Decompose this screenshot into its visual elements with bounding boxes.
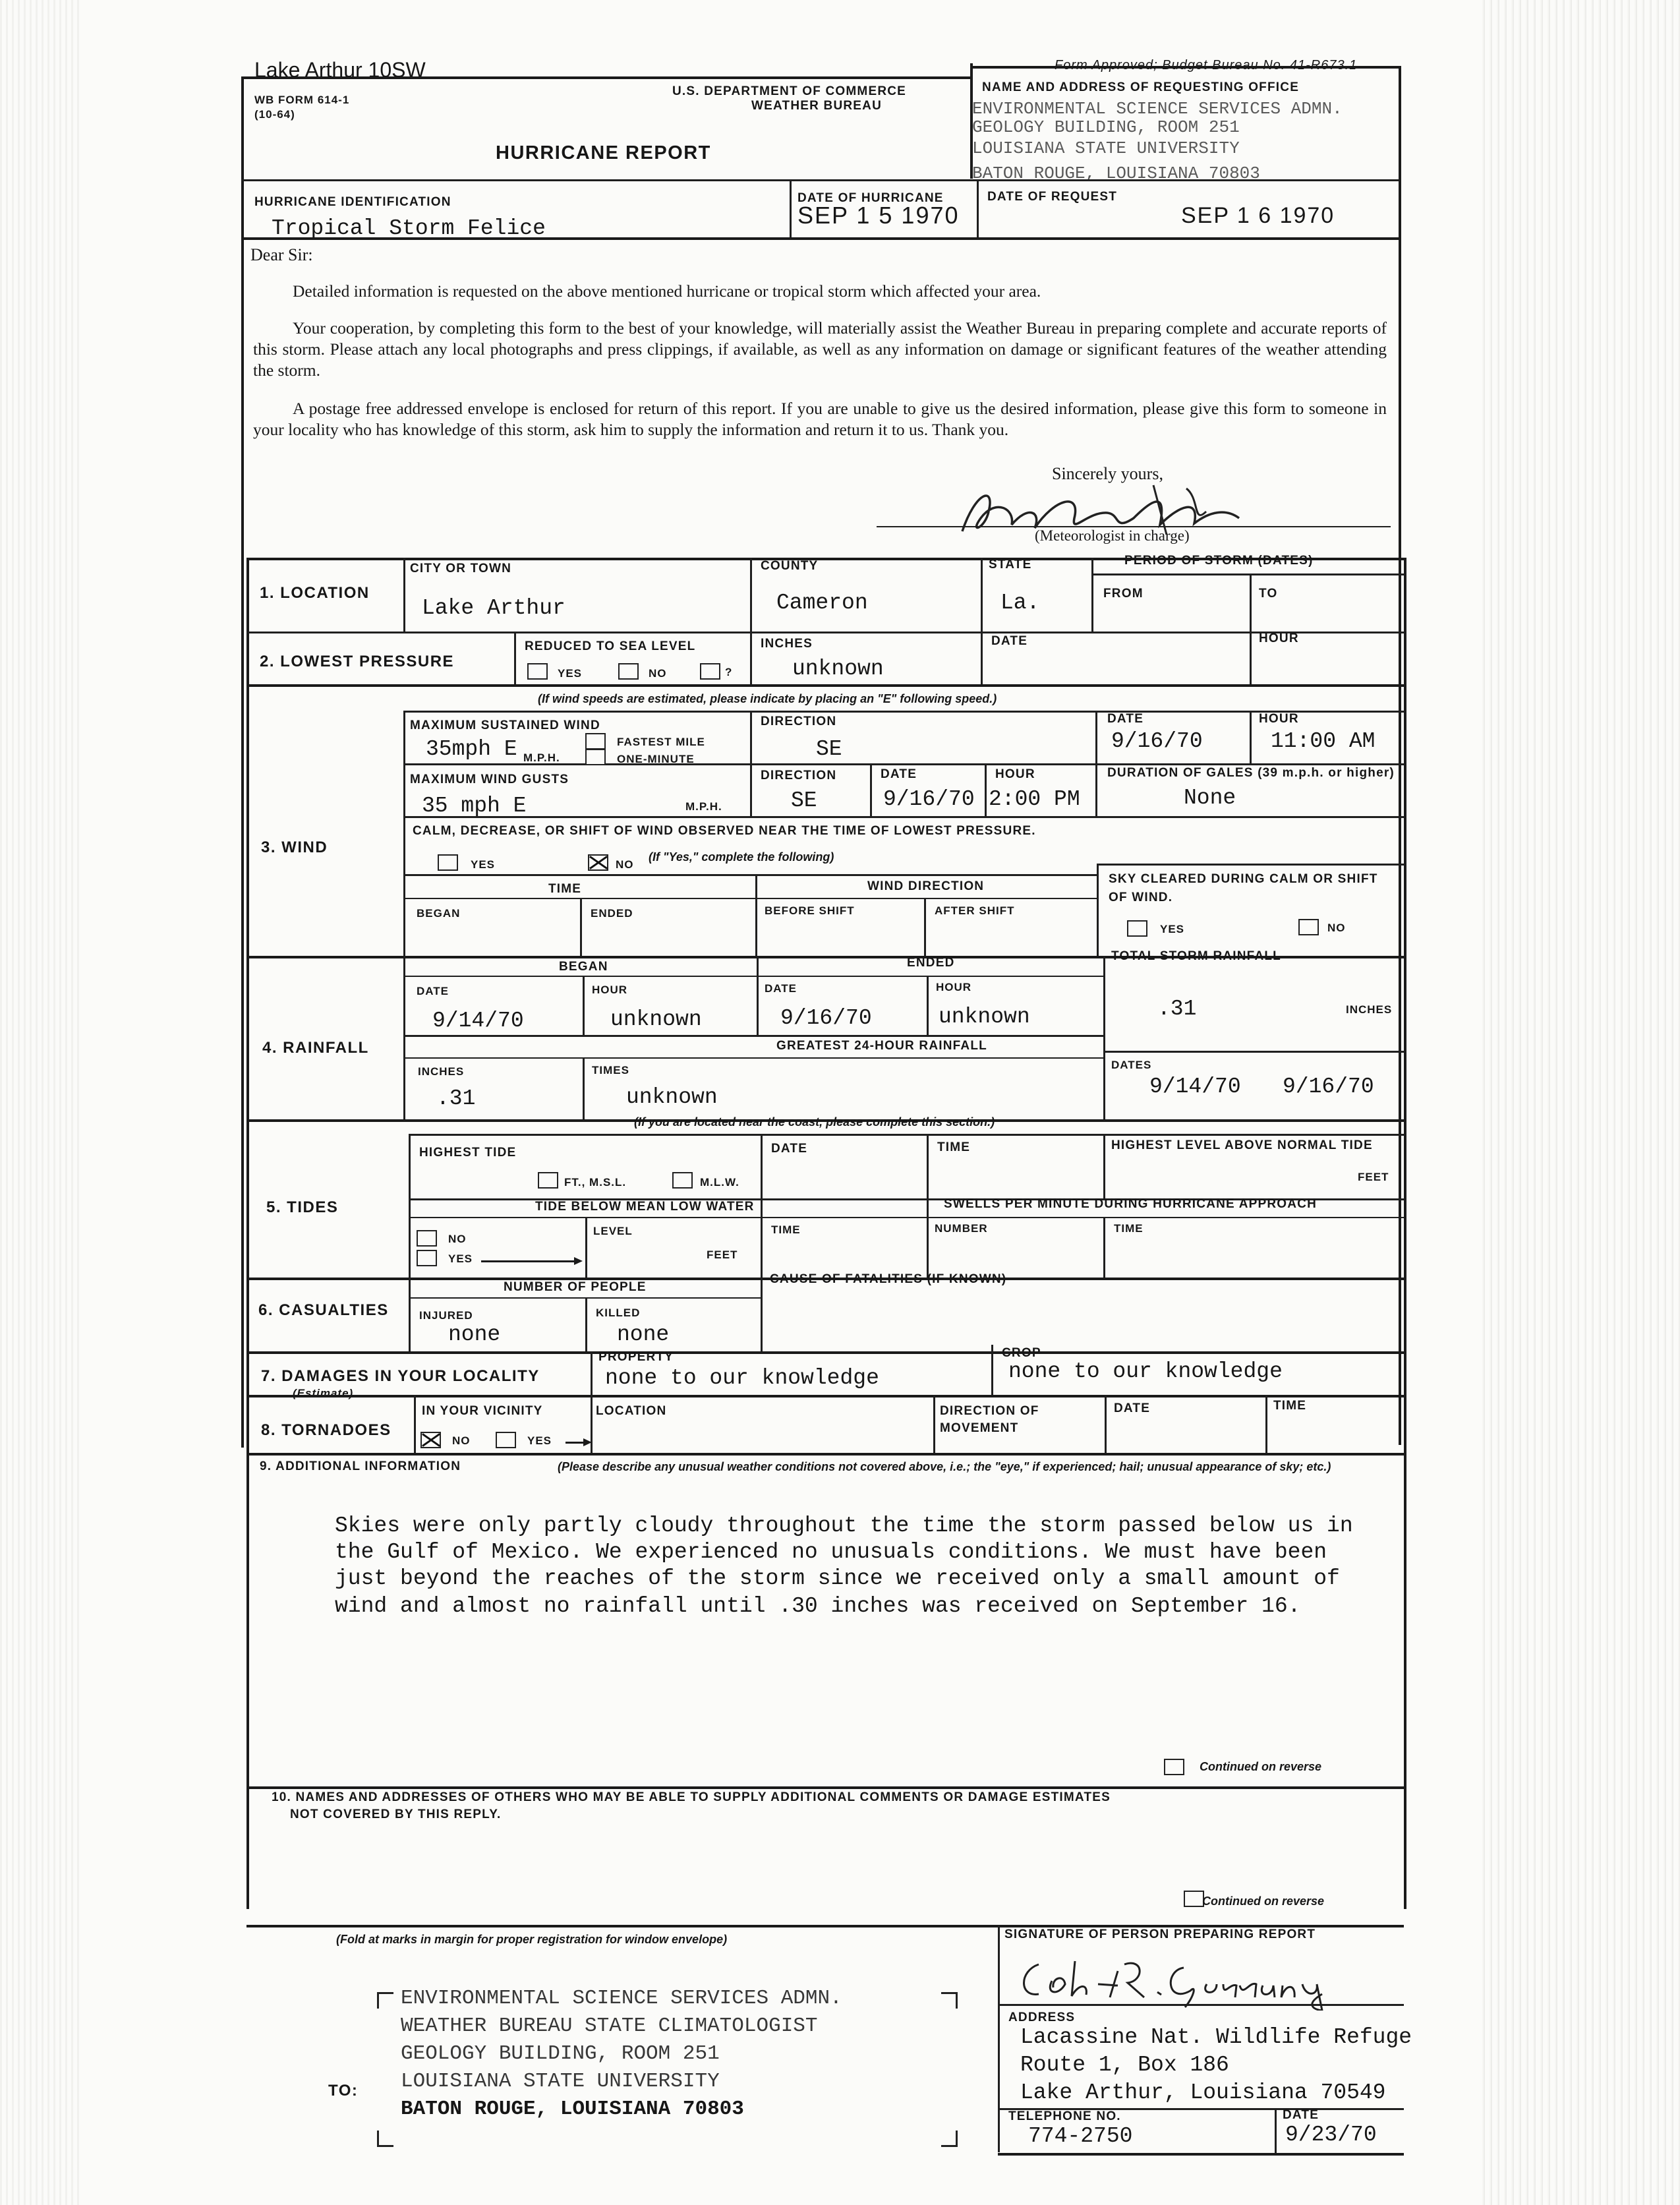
max-sustained-value: 35mph E <box>426 737 517 761</box>
preparer-bottom <box>998 2153 1404 2156</box>
swell-time-label: TIME <box>1114 1222 1144 1235</box>
swell-number-label: NUMBER <box>935 1222 988 1235</box>
rain-ended-label: ENDED <box>907 956 955 970</box>
before-shift-label: BEFORE SHIFT <box>765 904 855 917</box>
tides-sub-top <box>409 1134 1404 1136</box>
county-label: COUNTY <box>761 559 819 573</box>
station-handwritten: Lake Arthur 10SW <box>254 58 426 82</box>
rain-div-ended <box>757 956 759 1035</box>
form-number: WB FORM 614-1 <box>254 94 350 106</box>
period-label: PERIOD OF STORM (DATES) <box>1124 554 1314 568</box>
calm-ended-label: ENDED <box>591 907 633 920</box>
pressure-inches-value: unknown <box>792 657 884 681</box>
one-minute-label: ONE-MINUTE <box>617 753 695 765</box>
pressure-yes-checkbox[interactable] <box>527 663 548 680</box>
tornado-yes-arrow <box>565 1442 589 1444</box>
sec7-div-crop <box>991 1345 993 1395</box>
sustained-hour-value: 11:00 AM <box>1271 729 1376 753</box>
additional-note: (Please describe any unusual weather conditions not covered above, i.e.; the "eye," if experienced; hail; unusual appearance of sky; etc.) <box>558 1460 1331 1473</box>
others-section-label: 10. NAMES AND ADDRESSES OF OTHERS WHO MAY BE ABLE TO SUPPLY ADDITIONAL COMMENTS OR DAMAGE ESTIMATES <box>272 1790 1111 1804</box>
tides-div-above <box>1103 1134 1105 1198</box>
rain-div-times <box>583 1057 585 1119</box>
greatest-inches-value: .31 <box>436 1086 476 1111</box>
grid-right-border <box>1404 558 1406 1909</box>
highest-tide-label: HIGHEST TIDE <box>419 1146 517 1160</box>
vicinity-label: IN YOUR VICINITY <box>422 1404 543 1418</box>
tornado-location-label: LOCATION <box>596 1404 667 1418</box>
sky-yes-checkbox[interactable] <box>1127 920 1147 937</box>
signature-box-bottom <box>998 2004 1404 2006</box>
time-label: TIME <box>548 882 582 896</box>
gusts-direction-value: SE <box>791 788 817 813</box>
gusts-mph: M.P.H. <box>685 800 722 813</box>
wind-div-hour1 <box>1250 711 1252 763</box>
from-label: FROM <box>1103 587 1144 601</box>
wind-div-sky <box>1097 864 1099 956</box>
rain-greatest-rule <box>403 1057 1103 1059</box>
property-label: PROPERTY <box>598 1350 674 1364</box>
sec1-div-county <box>750 558 752 632</box>
form-right-border-top <box>1399 179 1401 1445</box>
below-yes-label: YES <box>448 1252 473 1265</box>
greatest-dates-to: 9/16/70 <box>1283 1074 1374 1099</box>
tides-div-date <box>761 1134 763 1278</box>
id-divider-2 <box>977 179 979 237</box>
sec2-div-4 <box>1250 632 1252 684</box>
below-no-label: NO <box>448 1233 467 1245</box>
wind-direction-label: WIND DIRECTION <box>867 879 985 893</box>
damages-estimate: (Estimate) <box>293 1387 354 1399</box>
calm-yes-checkbox[interactable] <box>438 854 458 871</box>
gales-value: None <box>1184 786 1236 810</box>
requesting-office-line-3: LOUISIANA STATE UNIVERSITY <box>972 138 1240 158</box>
mailing-line-1: ENVIRONMENTAL SCIENCE SERVICES ADMN. <box>401 1987 842 2010</box>
wind-calm-bottom <box>403 874 1097 876</box>
one-minute-checkbox[interactable] <box>585 749 606 765</box>
tornado-no-checkbox-checked[interactable] <box>420 1432 441 1448</box>
rain-began-label: BEGAN <box>559 960 608 974</box>
sec8-div-direction <box>933 1395 935 1453</box>
form-title: HURRICANE REPORT <box>496 142 711 163</box>
prep-date-label: DATE <box>1283 2108 1319 2122</box>
below-yes-arrow <box>481 1260 580 1262</box>
pressure-unknown-label: ? <box>725 666 733 678</box>
letter-paragraph-2: Your cooperation, by completing this form to the best of your knowledge, will materially assist the Weather Bureau in preparing complete and accurate reports of this storm. Please attach any local photographs and press clippings, if available, as well as any information on damage or significant features of the weather attending the storm. <box>253 318 1387 380</box>
tornado-yes-label: YES <box>527 1434 552 1447</box>
salutation: Dear Sir: <box>250 245 313 264</box>
sky-no-label: NO <box>1327 922 1346 934</box>
to-label: TO <box>1259 587 1278 601</box>
id-row-top <box>241 179 1399 181</box>
additional-line-1: Skies were only partly cloudy throughout the time the storm passed below us in <box>335 1514 1353 1538</box>
requesting-office-line-2: GEOLOGY BUILDING, ROOM 251 <box>972 117 1240 137</box>
id-row-bottom <box>241 237 1399 240</box>
above-normal-label: HIGHEST LEVEL ABOVE NORMAL TIDE <box>1111 1138 1373 1152</box>
tornado-yes-checkbox[interactable] <box>496 1432 516 1448</box>
damages-section-label: 7. DAMAGES IN YOUR LOCALITY <box>261 1367 540 1385</box>
additional-line-2: the Gulf of Mexico. We experienced no unusuals conditions. We must have been <box>335 1540 1327 1564</box>
requesting-office-line-4: BATON ROUGE, LOUISIANA 70803 <box>972 163 1260 183</box>
wind-note: (If wind speeds are estimated, please indicate by placing an "E" following speed.) <box>538 692 997 705</box>
county-value: Cameron <box>776 591 868 615</box>
sky-yes-label: YES <box>1160 923 1185 935</box>
sky-label: SKY CLEARED DURING CALM OR SHIFT OF WIND. <box>1109 872 1378 904</box>
department: U.S. DEPARTMENT OF COMMERCE <box>672 84 907 98</box>
wind-div-hour2 <box>985 763 987 816</box>
sec10-top <box>246 1786 1404 1789</box>
greatest-24h-label: GREATEST 24-HOUR RAINFALL <box>776 1039 987 1053</box>
phone-date-divider <box>1275 2108 1277 2153</box>
sec1-label-divider <box>403 558 405 632</box>
additional-continued-checkbox[interactable] <box>1164 1759 1184 1775</box>
office-box-right <box>1399 66 1401 181</box>
scan-edge-right <box>1482 0 1680 2205</box>
address-line-3: Lake Arthur, Louisiana 70549 <box>1020 2080 1386 2105</box>
gusts-value: 35 mph E <box>422 794 527 818</box>
closing: Sincerely yours, <box>1052 464 1163 483</box>
pressure-unknown-checkbox[interactable] <box>700 663 720 680</box>
calm-label: CALM, DECREASE, OR SHIFT OF WIND OBSERVED NEAR THE TIME OF LOWEST PRESSURE. <box>413 824 1036 838</box>
below-mlw-label: TIDE BELOW MEAN LOW WATER <box>535 1200 755 1214</box>
sec6-label-divider <box>409 1278 411 1351</box>
hurricane-date-stamp: SEP 1 5 1970 <box>797 202 960 229</box>
others-continued-label: Continued on reverse <box>1202 1895 1325 1908</box>
scan-edge-left <box>0 0 79 2205</box>
mlw-label: M.L.W. <box>700 1176 739 1189</box>
wind-row2-bottom <box>403 816 1404 818</box>
greatest-inches-label: INCHES <box>418 1065 465 1078</box>
after-shift-label: AFTER SHIFT <box>935 904 1015 917</box>
total-rainfall-label: TOTAL STORM RAINFALL <box>1111 949 1281 963</box>
mailing-line-3: GEOLOGY BUILDING, ROOM 251 <box>401 2042 720 2065</box>
sec8-div-date <box>1105 1395 1107 1453</box>
sec9-top <box>246 1453 1404 1455</box>
gusts-hour-label: HOUR <box>995 767 1035 781</box>
crop-label: CROP <box>1002 1346 1041 1360</box>
casualties-subhead <box>409 1297 761 1299</box>
below-no-checkbox[interactable] <box>417 1230 437 1247</box>
tornado-time-label: TIME <box>1273 1399 1307 1413</box>
sustained-direction-label: DIRECTION <box>761 715 837 728</box>
sec2-div-2 <box>750 632 752 684</box>
rain-subhead <box>403 976 1103 977</box>
casualties-section-label: 6. CASUALTIES <box>258 1301 389 1319</box>
request-date-stamp: SEP 1 6 1970 <box>1181 203 1335 228</box>
hurricane-id-label: HURRICANE IDENTIFICATION <box>254 195 451 209</box>
rain-began-hour-label: HOUR <box>592 984 628 996</box>
telephone-label: TELEPHONE NO. <box>1008 2109 1121 2123</box>
pressure-yes-label: YES <box>558 667 583 680</box>
killed-label: KILLED <box>596 1307 641 1319</box>
rain-div-total <box>1103 956 1105 1119</box>
calm-began-label: BEGAN <box>417 907 461 920</box>
greatest-times-value: unknown <box>626 1085 718 1109</box>
sec7-label-divider <box>591 1351 593 1395</box>
additional-line-4: wind and almost no rainfall until .30 inches was received on September 16. <box>335 1594 1301 1618</box>
rainfall-section-label: 4. RAINFALL <box>262 1039 369 1057</box>
property-value: none to our knowledge <box>605 1366 879 1390</box>
number-people-label: NUMBER OF PEOPLE <box>504 1280 647 1294</box>
sec3-sub-top <box>403 711 1404 713</box>
tides-div-time <box>927 1134 929 1278</box>
injured-value: none <box>448 1322 501 1347</box>
wind-div-after <box>924 898 926 956</box>
pressure-date-label: DATE <box>991 634 1028 648</box>
fastest-mile-label: FASTEST MILE <box>617 736 705 748</box>
rain-div-hour1 <box>583 976 585 1035</box>
pressure-no-checkbox[interactable] <box>618 663 639 680</box>
mlw-checkbox[interactable] <box>672 1172 693 1189</box>
letter-paragraph-3: A postage free addressed envelope is enclosed for return of this report. If you are unable to give us the desired information, please give this form to someone in your locality who has knowledge of this storm, ask him to supply the information and return it to us. Thank you. <box>253 399 1387 439</box>
tide-date-label: DATE <box>771 1142 808 1156</box>
rain-ended-date-value: 9/16/70 <box>780 1006 872 1030</box>
sec2-div-1 <box>514 632 516 684</box>
sec4-label-divider <box>403 956 405 1119</box>
telephone-value: 774-2750 <box>1028 2124 1133 2148</box>
office-box-left <box>970 63 973 179</box>
pressure-inches-label: INCHES <box>761 637 813 651</box>
tides-div-swell-time <box>1103 1217 1105 1278</box>
rain-began-hour-value: unknown <box>610 1007 702 1032</box>
id-divider-1 <box>790 179 792 237</box>
sec6-div-cause <box>761 1278 763 1351</box>
total-rainfall-value: .31 <box>1157 997 1197 1021</box>
sec3-label-divider <box>403 711 405 956</box>
others-continued-checkbox[interactable] <box>1184 1891 1204 1907</box>
letter-paragraph-1: Detailed information is requested on the above mentioned hurricane or tropical storm which affected your area. <box>293 281 1041 301</box>
additional-line-3: just beyond the reaches of the storm since we received only a small amount of <box>335 1566 1340 1591</box>
rain-began-date-label: DATE <box>417 985 449 997</box>
sky-no-checkbox[interactable] <box>1298 919 1319 935</box>
address-label: ADDRESS <box>1008 2011 1076 2024</box>
sustained-hour-label: HOUR <box>1259 712 1299 726</box>
sec8-label-divider <box>414 1395 416 1453</box>
additional-section-label: 9. ADDITIONAL INFORMATION <box>260 1459 461 1473</box>
sec1-div-period <box>1091 558 1093 632</box>
tides-subhead-rule <box>409 1217 1404 1218</box>
fastest-mile-checkbox[interactable] <box>585 733 606 750</box>
tornado-no-label: NO <box>452 1434 471 1447</box>
period-subrule <box>1091 573 1404 575</box>
below-yes-checkbox[interactable] <box>417 1250 437 1266</box>
pressure-no-label: NO <box>649 667 667 680</box>
greatest-dates-label: DATES <box>1111 1059 1152 1071</box>
sec7-top <box>246 1351 1404 1354</box>
wind-div-gales <box>1095 763 1097 816</box>
address-line-2: Route 1, Box 186 <box>1020 2053 1229 2077</box>
rain-total-bottom <box>1103 1051 1404 1053</box>
rain-ended-hour-label: HOUR <box>936 981 972 993</box>
gales-label: DURATION OF GALES (39 m.p.h. or higher) <box>1107 766 1395 780</box>
address-line-1: Lacassine Nat. Wildlife Refuge <box>1020 2025 1412 2049</box>
tornado-direction-label: DIRECTION OF MOVEMENT <box>940 1404 1039 1435</box>
wind-div-date1 <box>1095 711 1097 763</box>
tides-section-label: 5. TIDES <box>266 1198 339 1216</box>
sustained-date-value: 9/16/70 <box>1111 729 1203 753</box>
above-normal-feet: FEET <box>1358 1171 1389 1183</box>
office-box-top <box>970 66 1399 69</box>
window-corner-bl <box>377 2131 393 2147</box>
tides-note: (If you are located near the coast, please complete this section.) <box>634 1115 995 1129</box>
rain-ended-date-label: DATE <box>765 982 797 995</box>
sec8-top <box>246 1395 1404 1397</box>
gusts-direction-label: DIRECTION <box>761 769 837 782</box>
calm-no-label: NO <box>616 858 634 871</box>
city-value: Lake Arthur <box>422 596 565 620</box>
mailing-line-5: BATON ROUGE, LOUISIANA 70803 <box>401 2098 744 2121</box>
signer-title: (Meteorologist in charge) <box>1035 527 1190 544</box>
sec3-top <box>246 684 1404 687</box>
tide-below-time-label: TIME <box>771 1223 801 1236</box>
window-corner-tr <box>941 1992 958 2009</box>
location-section-label: 1. LOCATION <box>260 584 370 602</box>
wind-div-ended <box>580 898 582 956</box>
window-corner-br <box>941 2131 958 2147</box>
state-value: La. <box>1000 591 1040 615</box>
max-sustained-label: MAXIMUM SUSTAINED WIND <box>410 719 600 732</box>
calm-yes-label: YES <box>471 858 496 871</box>
greatest-times-label: TIMES <box>592 1064 629 1076</box>
additional-continued-label: Continued on reverse <box>1200 1760 1322 1773</box>
calm-note: (If "Yes," complete the following) <box>649 850 834 864</box>
rain-row1-bottom <box>403 1035 1103 1037</box>
wind-div-date2 <box>870 763 872 816</box>
sec1-div-state <box>981 558 983 632</box>
sec5-label-divider <box>409 1134 411 1278</box>
killed-value: none <box>617 1322 670 1347</box>
wind-subhead-rule <box>403 898 1097 899</box>
tornado-date-label: DATE <box>1114 1401 1151 1415</box>
sustained-direction-value: SE <box>816 737 842 761</box>
to-label: TO: <box>328 2082 359 2100</box>
city-label: CITY OR TOWN <box>410 562 512 575</box>
swells-label: SWELLS PER MINUTE DURING HURRICANE APPROACH <box>944 1197 1318 1211</box>
grid-left-border <box>246 558 249 1909</box>
gusts-hour-value: 2:00 PM <box>989 787 1080 811</box>
hurricane-id-value: Tropical Storm Felice <box>272 216 546 241</box>
mailing-divider <box>998 1925 1000 2152</box>
total-rainfall-unit: INCHES <box>1346 1003 1393 1016</box>
form-date: (10-64) <box>254 108 295 121</box>
bureau: WEATHER BUREAU <box>751 99 882 113</box>
casualties-div-killed <box>585 1297 587 1351</box>
form-left-border <box>241 76 244 1448</box>
rain-began-date-value: 9/14/70 <box>432 1009 524 1033</box>
requesting-office-line-1: ENVIRONMENTAL SCIENCE SERVICES ADMN. <box>972 99 1343 119</box>
hurricane-date-label: DATE OF HURRICANE <box>797 191 944 205</box>
tide-time-label: TIME <box>937 1140 971 1154</box>
tides-div-level <box>585 1217 587 1278</box>
ft-msl-label: FT., M.S.L. <box>564 1176 627 1189</box>
wind-div-time-dir <box>755 874 757 956</box>
reduced-label: REDUCED TO SEA LEVEL <box>525 639 696 653</box>
injured-label: INJURED <box>419 1309 473 1322</box>
calm-no-checkbox-checked[interactable] <box>588 854 608 871</box>
sec1-div-to <box>1250 573 1252 632</box>
sec8-div-time <box>1265 1395 1267 1453</box>
rain-ended-hour-value: unknown <box>939 1005 1030 1029</box>
window-corner-tl <box>377 1992 393 2009</box>
sustained-date-label: DATE <box>1107 712 1144 726</box>
sec2-div-3 <box>981 632 983 684</box>
prep-date-value: 9/23/70 <box>1285 2123 1377 2147</box>
tornadoes-section-label: 8. TORNADOES <box>261 1421 391 1439</box>
wind-sky-top <box>1097 864 1404 866</box>
ft-msl-checkbox[interactable] <box>538 1172 558 1189</box>
preparer-signature <box>1012 1945 1381 2011</box>
rain-div-hour2 <box>927 976 929 1035</box>
crop-value: none to our knowledge <box>1008 1359 1283 1384</box>
others-section-label-2: NOT COVERED BY THIS REPLY. <box>290 1808 502 1821</box>
gusts-label: MAXIMUM WIND GUSTS <box>410 773 569 786</box>
gusts-date-value: 9/16/70 <box>883 787 975 811</box>
form-approved: Form Approved; Budget Bureau No. 41-R673.1 <box>1055 58 1358 73</box>
gusts-date-label: DATE <box>881 767 917 781</box>
wind-section-label: 3. WIND <box>261 838 328 856</box>
pressure-section-label: 2. LOWEST PRESSURE <box>260 653 455 670</box>
requesting-office-label: NAME AND ADDRESS OF REQUESTING OFFICE <box>982 80 1300 94</box>
greatest-dates-from: 9/14/70 <box>1149 1074 1241 1099</box>
tide-level-feet: FEET <box>707 1249 738 1261</box>
mailing-line-4: LOUISIANA STATE UNIVERSITY <box>401 2070 720 2093</box>
signature-label: SIGNATURE OF PERSON PREPARING REPORT <box>1004 1927 1316 1941</box>
pressure-hour-label: HOUR <box>1259 632 1299 645</box>
cause-fatalities-label: CAUSE OF FATALITIES (IF KNOWN) <box>770 1272 1007 1286</box>
request-date-label: DATE OF REQUEST <box>987 190 1118 204</box>
sustained-mph: M.P.H. <box>523 751 560 764</box>
state-label: STATE <box>989 558 1032 572</box>
sec2-top <box>246 632 1404 633</box>
tide-level-label: LEVEL <box>593 1225 633 1237</box>
fold-note: (Fold at marks in margin for proper registration for window envelope) <box>336 1933 728 1946</box>
header-top-rule <box>241 76 973 79</box>
mailing-line-2: WEATHER BUREAU STATE CLIMATOLOGIST <box>401 2014 818 2038</box>
